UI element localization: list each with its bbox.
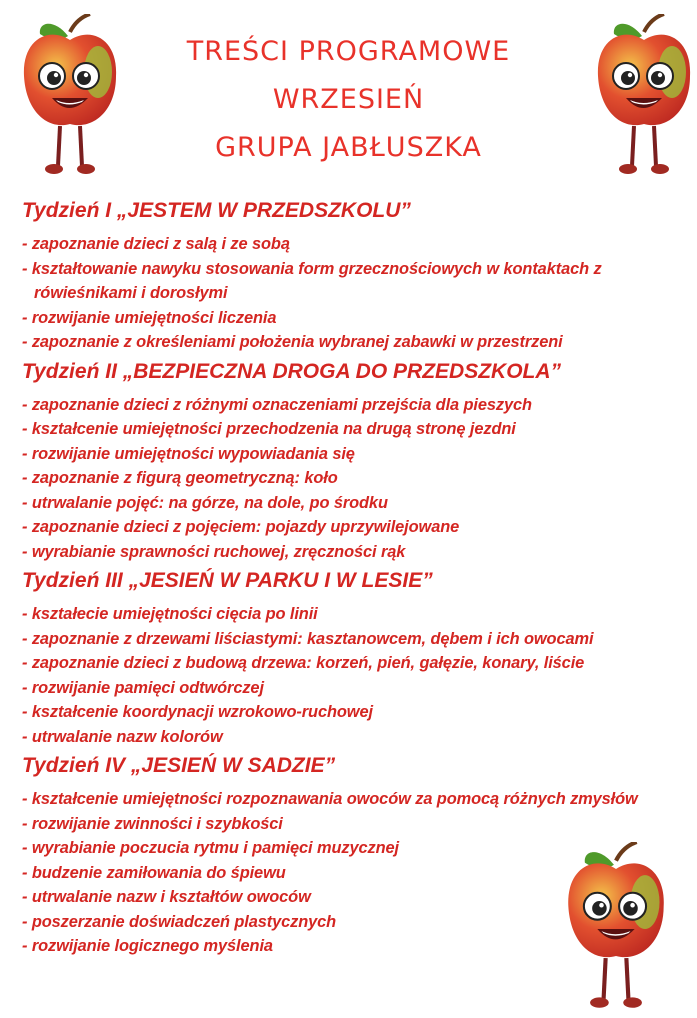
list-item: - zapoznanie dzieci z budową drzewa: korzeń, pień, gałęzie, konary, liście: [22, 651, 687, 676]
list-item: - budzenie zamiłowania do śpiewu: [22, 861, 687, 886]
list-item: - kształcenie umiejętności rozpoznawania owoców za pomocą różnych zmysłów: [22, 787, 687, 812]
list-item: - rozwijanie pamięci odtwórczej: [22, 676, 687, 701]
list-item: - zapoznanie dzieci z różnymi oznaczeniami przejścia dla pieszych: [22, 393, 687, 418]
list-item: - rozwijanie zwinności i szybkości: [22, 812, 687, 837]
list-item: - kształecie umiejętności cięcia po linii: [22, 602, 687, 627]
week-4-list: [22, 787, 687, 959]
list-item: - zapoznanie dzieci z salą i ze sobą: [22, 232, 687, 257]
week-2-section: [22, 357, 687, 565]
week-1-list: [22, 232, 687, 355]
list-item: - utrwalanie pojęć: na górze, na dole, po środku: [22, 491, 687, 516]
list-item: - rozwijanie logicznego myślenia: [22, 934, 687, 959]
list-item: - zapoznanie dzieci z pojęciem: pojazdy uprzywilejowane: [22, 515, 687, 540]
week-4-section: [22, 751, 687, 959]
list-item: - rozwijanie umiejętności liczenia: [22, 306, 687, 331]
list-item: - rozwijanie umiejętności wypowiadania się: [22, 442, 687, 467]
list-item: - poszerzanie doświadczeń plastycznych: [22, 910, 687, 935]
header-title-line1: TREŚCI PROGRAMOWE: [186, 36, 511, 67]
week-2-title: Tydzień II „BEZPIECZNA DROGA DO PRZEDSZKOLA”: [22, 359, 562, 383]
week-2-list: [22, 393, 687, 565]
page-header: [0, 28, 697, 172]
week-3-section: [22, 566, 687, 749]
header-title-line3: GRUPA JABŁUSZKA: [215, 132, 482, 163]
list-item: - zapoznanie z określeniami położenia wybranej zabawki w przestrzeni: [22, 330, 687, 355]
week-4-title: Tydzień IV „JESIEŃ W SADZIE”: [22, 754, 336, 777]
list-item: - zapoznanie z drzewami liściastymi: kasztanowcem, dębem i ich owocami: [22, 627, 687, 652]
list-item: - utrwalanie nazw kolorów: [22, 725, 687, 750]
program-content: [22, 196, 687, 961]
header-title-line2: WRZESIEŃ: [272, 84, 425, 115]
week-1-title: Tydzień I „JESTEM W PRZEDSZKOLU”: [22, 199, 411, 222]
list-item: - zapoznanie z figurą geometryczną: koło: [22, 466, 687, 491]
list-item: - kształtowanie nawyku stosowania form grzecznościowych w kontaktach z rówieśnikami i dorosłymi: [22, 257, 687, 306]
list-item: - wyrabianie poczucia rytmu i pamięci muzycznej: [22, 836, 687, 861]
week-1-section: [22, 196, 687, 355]
week-3-title: Tydzień III „JESIEŃ W PARKU I W LESIE”: [22, 569, 433, 592]
list-item: - wyrabianie sprawności ruchowej, zręczności rąk: [22, 540, 687, 565]
week-3-list: [22, 602, 687, 749]
list-item: - kształcenie umiejętności przechodzenia na drugą stronę jezdni: [22, 417, 687, 442]
list-item: - kształcenie koordynacji wzrokowo-ruchowej: [22, 700, 687, 725]
list-item: - utrwalanie nazw i kształtów owoców: [22, 885, 687, 910]
